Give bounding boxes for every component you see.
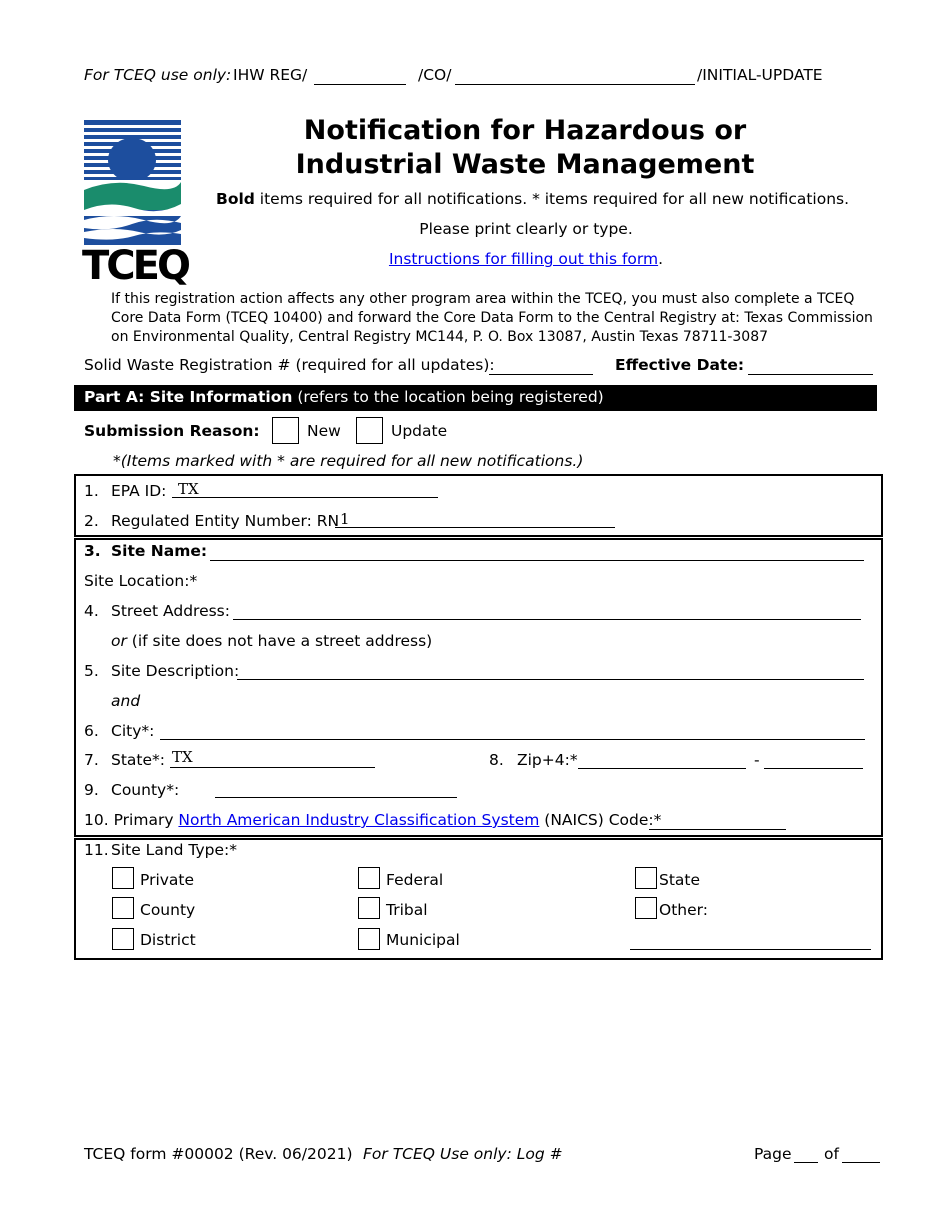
zip-label: Zip+4:* [517, 751, 578, 769]
page-number-field[interactable] [794, 1162, 818, 1163]
rn-value: 1 [340, 510, 350, 528]
site-name-num: 3. [84, 542, 101, 560]
city-num: 6. [84, 722, 99, 740]
zip-dash: - [754, 751, 760, 769]
submission-reason-label: Submission Reason: [84, 422, 260, 440]
new-label: New [307, 422, 341, 440]
land-type-num: 11. [84, 841, 109, 859]
tceq-logo [82, 120, 188, 289]
epa-id-label: EPA ID: [111, 482, 167, 500]
required-legend [216, 190, 850, 208]
other-checkbox[interactable] [635, 897, 657, 919]
county-land-label: County [140, 901, 196, 919]
tribal-label: Tribal [386, 901, 428, 919]
street-num: 4. [84, 602, 99, 620]
private-label: Private [140, 871, 195, 889]
federal-checkbox[interactable] [358, 867, 380, 889]
effective-date-field[interactable] [748, 374, 873, 375]
print-clearly: Please print clearly or type. [419, 220, 633, 238]
tceq-use-only-label: For TCEQ use only: [84, 66, 232, 84]
state-value: TX [172, 748, 193, 766]
rn-num: 2. [84, 512, 99, 530]
rn-label: Regulated Entity Number: RN [111, 512, 340, 530]
effective-date-label: Effective Date: [615, 356, 745, 374]
state-checkbox[interactable] [635, 867, 657, 889]
of-label: of [824, 1145, 839, 1163]
ihw-reg-label: IHW REG/ [233, 66, 308, 84]
notice-line1: If this registration action affects any other program area within the TCEQ, you must also complete a TCEQ [111, 291, 855, 307]
county-label: County*: [111, 781, 180, 799]
county-checkbox[interactable] [112, 897, 134, 919]
city-label: City*: [111, 722, 155, 740]
site-location-label: Site Location:* [84, 572, 198, 590]
or-rest: (if site does not have a street address) [126, 632, 433, 650]
ihw-reg-field[interactable] [314, 84, 406, 85]
street-address-field[interactable] [233, 619, 861, 620]
required-note: *(Items marked with * are required for all new notifications.) [113, 452, 584, 470]
form-title-line2: Industrial Waste Management [295, 149, 755, 180]
county-field[interactable] [215, 797, 457, 798]
site-description-field[interactable] [237, 679, 864, 680]
desc-num: 5. [84, 662, 99, 680]
district-checkbox[interactable] [112, 928, 134, 950]
update-label: Update [391, 422, 448, 440]
initial-update-label: /INITIAL-UPDATE [697, 66, 823, 84]
form-title-line1: Notification for Hazardous or [303, 115, 747, 146]
municipal-checkbox[interactable] [358, 928, 380, 950]
swr-label: Solid Waste Registration # (required for all updates): [84, 356, 495, 374]
part-a-title [84, 388, 604, 406]
tribal-checkbox[interactable] [358, 897, 380, 919]
log-label: For TCEQ Use only: Log # [363, 1145, 563, 1163]
instructions-line [216, 250, 836, 268]
naics-code-field[interactable] [649, 829, 786, 830]
state-field[interactable] [170, 767, 375, 768]
instructions-link[interactable]: Instructions for filling out this form [388, 250, 659, 268]
naics-num: 10. [84, 811, 109, 829]
or-note [111, 632, 432, 650]
or-word: or [111, 632, 127, 650]
other-specify-field[interactable] [630, 949, 871, 950]
co-label: /CO/ [418, 66, 452, 84]
private-checkbox[interactable] [112, 867, 134, 889]
page-total-field[interactable] [842, 1162, 880, 1163]
naics-post: (NAICS) Code:* [539, 811, 662, 829]
zip-field[interactable] [578, 768, 746, 769]
notice-line2: Core Data Form (TCEQ 10400) and forward the Core Data Form to the Central Registry at: Texas Commission [111, 310, 873, 326]
street-address-label: Street Address: [111, 602, 230, 620]
update-checkbox[interactable] [356, 417, 383, 444]
epa-id-field[interactable] [172, 497, 438, 498]
part-a-rest: (refers to the location being registered) [292, 388, 604, 406]
naics-link[interactable]: North American Industry Classification System [178, 811, 540, 829]
federal-label: Federal [386, 871, 444, 889]
zip4-field[interactable] [764, 768, 863, 769]
naics-pre: Primary [113, 811, 179, 829]
site-description-label: Site Description: [111, 662, 240, 680]
state-land-label: State [659, 871, 701, 889]
epa-id-value: TX [178, 480, 199, 498]
zip-num: 8. [489, 751, 504, 769]
and-word: and [111, 692, 141, 710]
core-data-notice [111, 290, 873, 347]
rn-field[interactable] [335, 527, 615, 528]
legend-bold-word: Bold [216, 190, 255, 208]
logo-text: TCEQ [82, 243, 188, 289]
city-field[interactable] [160, 739, 865, 740]
county-num: 9. [84, 781, 99, 799]
epa-num: 1. [84, 482, 99, 500]
land-type-label: Site Land Type:* [111, 841, 237, 859]
co-field[interactable] [455, 84, 695, 85]
naics-line [84, 811, 661, 829]
state-num: 7. [84, 751, 99, 769]
part-a-header [74, 385, 877, 411]
instructions-period: . [658, 250, 664, 268]
municipal-label: Municipal [386, 931, 460, 949]
form-number: TCEQ form #00002 (Rev. 06/2021) [84, 1145, 353, 1163]
site-name-label: Site Name: [111, 542, 208, 560]
swr-field[interactable] [489, 374, 593, 375]
legend-rest: items required for all notifications. * items required for all new notifications. [254, 190, 850, 208]
page-label: Page [754, 1145, 792, 1163]
notice-line3: on Environmental Quality, Central Registry MC144, P. O. Box 13087, Austin Texas 78711-3087 [111, 329, 769, 345]
state-label: State*: [111, 751, 166, 769]
part-a-bold: Part A: Site Information [84, 388, 293, 406]
site-name-field[interactable] [210, 560, 864, 561]
new-checkbox[interactable] [272, 417, 299, 444]
district-label: District [140, 931, 196, 949]
other-label: Other: [659, 901, 708, 919]
